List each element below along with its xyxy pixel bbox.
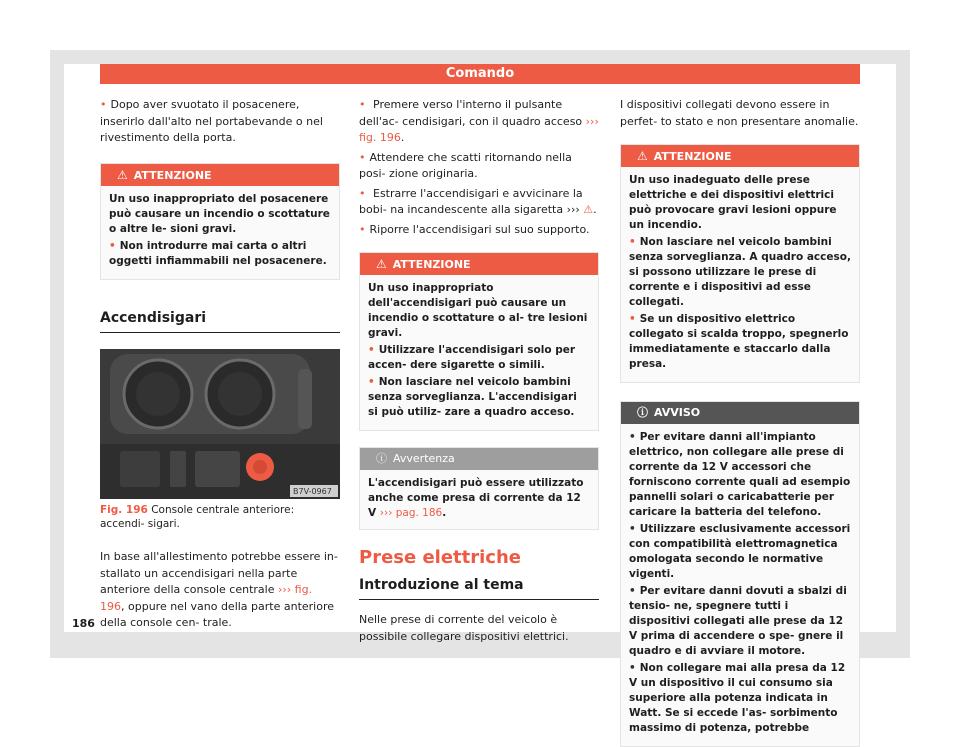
warning-text: Un uso inappropriato dell'accendisigari può causare un incendio o scottature o al- tre lesioni gravi. xyxy=(368,282,588,339)
figure-label: Fig. 196 xyxy=(100,504,148,516)
section-title-intro: Introduzione al tema xyxy=(359,577,599,601)
body-text-lighter xyxy=(100,549,340,632)
step-1 xyxy=(359,97,599,147)
warning-bullet-1: • Non lasciare nel veicolo bambini senza sorveglianza. A quadro acceso, si possono utilizzare le prese di corrente e i dispositivi ad esse collegati. xyxy=(629,235,851,310)
column-1 xyxy=(100,97,340,632)
warning-body xyxy=(101,186,339,279)
warning-title: ATTENZIONE xyxy=(133,168,212,182)
note-box xyxy=(359,447,599,530)
advice-bullet-3: • Per evitare danni dovuti a sbalzi di tensio- ne, spegnere tutti i dispositivi collegati alle prese da 12 V prima di accendere o spe- gnere il quadro e di avviare il motore. xyxy=(629,584,851,659)
advice-body xyxy=(621,424,859,746)
warning-box-lighter xyxy=(359,252,599,431)
advice-bullet-4: • Non collegare mai alla presa da 12 V un dispositivo il cui consumo sia superiore alla potenza indicata in Watt. Se si eccede l'as- sorbimento massimo di potenza, potrebbe xyxy=(629,661,851,736)
figure-196-photo xyxy=(100,349,340,499)
warning-box-ashtray xyxy=(100,163,340,280)
note-header xyxy=(360,448,598,470)
figure-code: B7V-0967 xyxy=(293,487,332,496)
warning-bullet-2: • Se un dispositivo elettrico collegato si scalda troppo, spegnerlo immediatamente e staccarlo dalla presa. xyxy=(629,312,851,372)
warning-title: ATTENZIONE xyxy=(392,258,471,271)
figure-caption xyxy=(100,503,340,531)
warning-triangle-icon: ⚠ xyxy=(637,149,648,163)
step-3: • Estrarre l'accendisigari e avvicinare la bobi- na incandescente alla sigaretta ››› ⚠. xyxy=(359,186,599,219)
warning-bullet: • Non introdurre mai carta o altri oggetti infiammabili nel posacenere. xyxy=(109,239,331,269)
note-end: . xyxy=(442,507,447,519)
body-text-sockets: Nelle prese di corrente del veicolo è possibile collegare dispositivi elettrici. xyxy=(359,613,569,643)
advice-bullet-1: • Per evitare danni all'impianto elettrico, non collegare alle prese di corrente da 12 V accessori che forniscono corrente quali ad esempio pannelli solari o caricabatterie per caricare la batteria del telefono. xyxy=(629,430,851,520)
warning-body xyxy=(621,167,859,382)
page-number: 186 xyxy=(72,617,95,630)
step-3-text: Estrarre l'accendisigari e avvicinare la bobi- na incandescente alla sigaretta xyxy=(359,186,583,216)
fig-196-link-step[interactable]: ››› fig. 196 xyxy=(359,114,599,144)
warning-box-sockets xyxy=(620,144,860,383)
page-186-link[interactable]: ››› pag. 186 xyxy=(379,507,443,519)
warning-triangle-icon: ⚠ xyxy=(117,167,128,182)
warning-ref-link[interactable] xyxy=(567,203,594,216)
notice-icon: ⓘ xyxy=(637,406,648,419)
warning-triangle-icon: ⚠ xyxy=(376,257,387,271)
warning-header xyxy=(621,145,859,167)
fig-196-link[interactable]: ››› fig. 196 xyxy=(100,583,313,613)
warning-ref-arrows: ››› xyxy=(566,203,580,216)
warning-bullet-2: • Non lasciare nel veicolo bambini senza sorveglianza. L'accendisigari si può utiliz- zare a quadro acceso. xyxy=(368,375,590,420)
warning-body xyxy=(360,275,598,430)
warning-text: Un uso inadeguato delle prese elettriche e dei dispositivi elettrici può provocare gravi lesioni oppure un incendio. xyxy=(629,174,837,231)
advice-bullet-2: • Utilizzare esclusivamente accessori con compatibilità elettromagnetica omologata secondo le normative vigenti. xyxy=(629,522,851,582)
step-1-end: . xyxy=(400,131,405,144)
step-4: • Riporre l'accendisigari sul suo supporto. xyxy=(359,222,599,239)
advice-box xyxy=(620,401,860,747)
intro-text-devices: I dispositivi collegati devono essere in perfet- to stato e non presentare anomalie. xyxy=(620,98,859,128)
step-2: • Attendere che scatti ritornando nella posi- zione originaria. xyxy=(359,150,599,183)
warning-ref-icon: ⚠ xyxy=(583,203,594,216)
advice-header xyxy=(621,402,859,424)
info-icon: ⓘ xyxy=(376,452,387,465)
body-text-b: , oppure nel vano della parte anteriore della console cen- trale. xyxy=(100,599,335,629)
note-body xyxy=(360,470,598,529)
section-title-accendisigari: Accendisigari xyxy=(100,310,340,334)
warning-header xyxy=(360,253,598,275)
note-title: Avvertenza xyxy=(393,452,455,465)
page-header: Comando xyxy=(100,64,860,84)
warning-title: ATTENZIONE xyxy=(653,150,732,163)
advice-title: AVVISO xyxy=(654,406,701,419)
console-illustration xyxy=(100,349,340,499)
column-2 xyxy=(359,97,599,645)
warning-text: Un uso inappropriato del posacenere può causare un incendio o scottature o altre le- sioni gravi. xyxy=(109,192,330,235)
warning-bullet-1: • Utilizzare l'accendisigari solo per accen- dere sigarette o simili. xyxy=(368,343,590,373)
body-text-a: In base all'allestimento potrebbe essere in- stallato un accendisigari nella parte anteriore della console centrale xyxy=(100,550,338,596)
note-text: L'accendisigari può essere utilizzato anche come presa di corrente da 12 V xyxy=(368,477,584,519)
column-3 xyxy=(620,97,860,747)
warning-header xyxy=(101,164,339,186)
step-1-text: Premere verso l'interno il pulsante dell'ac- cendisigari, con il quadro acceso xyxy=(359,98,583,128)
intro-text: • Dopo aver svuotato il posacenere, inserirlo dall'alto nel portabevande o nel rivestimento della porta. xyxy=(100,97,340,147)
chapter-title: Prese elettriche xyxy=(359,547,521,568)
figure-caption-text: Console centrale anteriore: accendi- sigari. xyxy=(100,504,295,530)
